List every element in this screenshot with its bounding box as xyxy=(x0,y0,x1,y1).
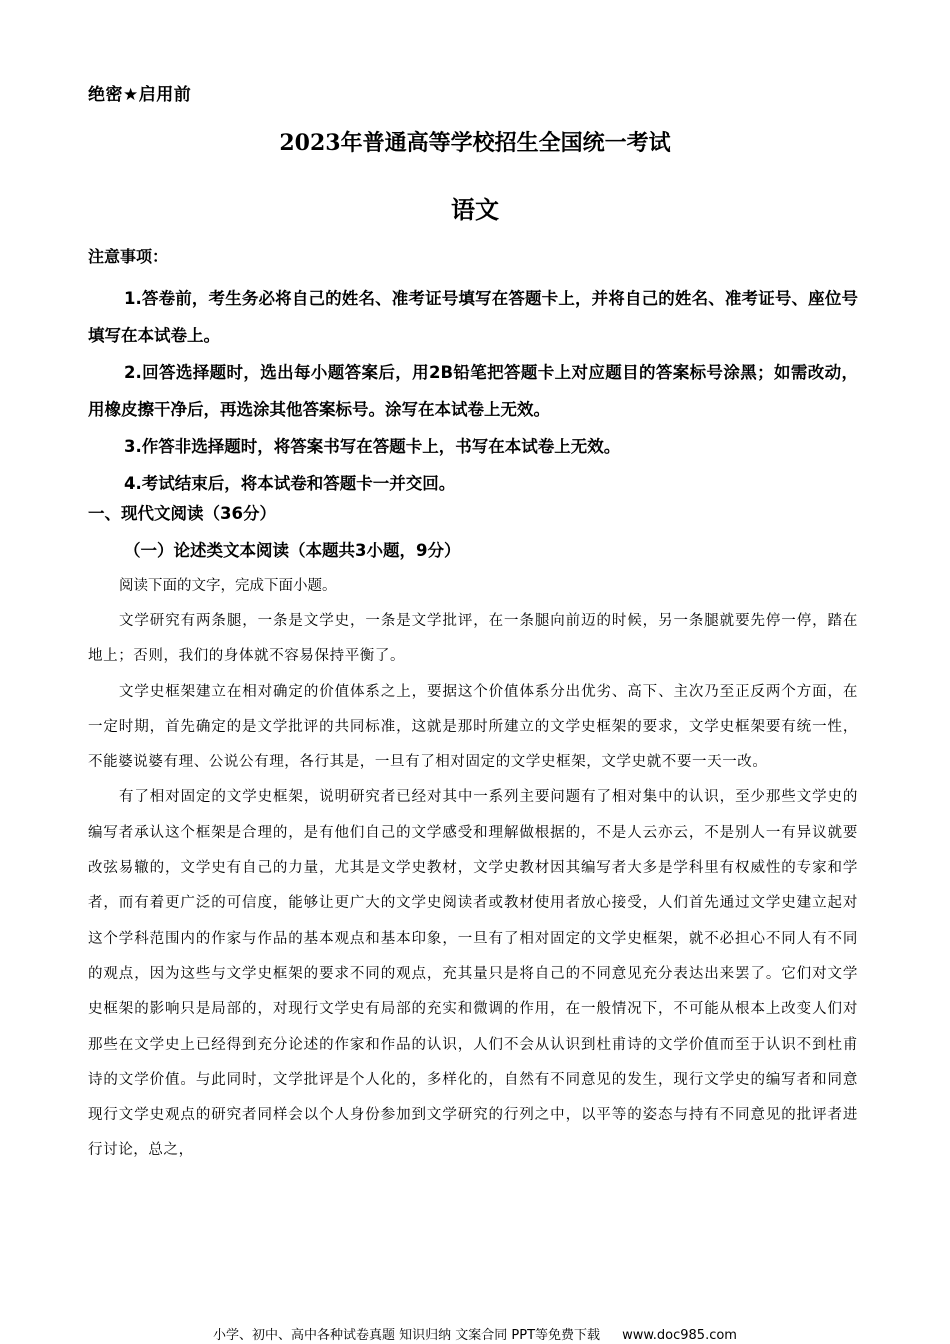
notice-list xyxy=(88,280,858,502)
notice-item: 1.答卷前，考生务必将自己的姓名、准考证号填写在答题卡上，并将自己的姓名、准考证号、座位号填写在本试卷上。 xyxy=(88,289,858,345)
reading-instruction: 阅读下面的文字，完成下面小题。 xyxy=(119,578,337,594)
footer-ad-text: 小学、初中、高中各种试卷真题 知识归纳 文案合同 PPT等免费下载 xyxy=(213,1328,601,1343)
page-footer xyxy=(0,1324,950,1343)
section-heading: 一、现代文阅读（36分） xyxy=(88,504,276,523)
subsection-heading: （一）论述类文本阅读（本题共3小题，9分） xyxy=(124,541,461,560)
passage-paragraph: 有了相对固定的文学史框架，说明研究者已经对其中一系列主要问题有了相对集中的认识，至少那些文学史的编写者承认这个框架是合理的，是有他们自己的文学感受和理解做根据的，不是人云亦云，不是别人一有异议就要改弦易辙的，文学史有自己的力量，尤其是文学史教材，文学史教材因其编写者大多是学科里有权威性的专家和学者，而有着更广泛的可信度，能够让更广大的文学史阅读者或教材使用者放心接受，人们首先通过文学史建立起对这个学科范围内的作家与作品的基本观点和基本印象，一旦有了相对固定的文学史框架，就不必担心不同人有不同的观点，因为这些与文学史框架的要求不同的观点，充其量只是将自己的不同意见充分表达出来罢了。它们对文学史框架的影响只是局部的，对现行文学史有局部的充实和微调的作用，在一般情况下，不可能从根本上改变人们对那些在文学史上已经得到充分论述的作家和作品的认识，人们不会从认识到杜甫诗的文学价值而至于认识不到杜甫诗的文学价值。与此同时，文学批评是个人化的，多样化的，自然有不同意见的发生，现行文学史的编写者和同意现行文学史观点的研究者同样会以个人身份参加到文学研究的行列之中，以平等的姿态与持有不同意见的批评者进行讨论，总之， xyxy=(88,789,858,1159)
reading-passage xyxy=(88,604,858,1169)
confidential-mark: 绝密★启用前 xyxy=(88,85,192,105)
subject-title: 语文 xyxy=(451,195,499,224)
exam-title: 2023年普通高等学校招生全国统一考试 xyxy=(279,130,671,156)
passage-paragraph: 文学研究有两条腿，一条是文学史，一条是文学批评，在一条腿向前迈的时候，另一条腿就要先停一停，踏在地上；否则，我们的身体就不容易保持平衡了。 xyxy=(88,613,858,665)
notice-item: 3.作答非选择题时，将答案书写在答题卡上，书写在本试卷上无效。 xyxy=(124,437,621,456)
passage-paragraph: 文学史框架建立在相对确定的价值体系之上，要据这个价值体系分出优劣、高下、主次乃至正反两个方面，在一定时期，首先确定的是文学批评的共同标准，这就是那时所建立的文学史框架的要求，文学史框架要有统一性，不能婆说婆有理、公说公有理，各行其是，一旦有了相对固定的文学史框架，文学史就不要一天一改。 xyxy=(88,683,858,771)
footer-url[interactable]: www.doc985.com xyxy=(622,1328,737,1343)
notice-heading: 注意事项： xyxy=(88,247,169,266)
notice-item: 2.回答选择题时，选出每小题答案后，用2B铅笔把答题卡上对应题目的答案标号涂黑；如需改动，用橡皮擦干净后，再选涂其他答案标号。涂写在本试卷上无效。 xyxy=(88,363,858,419)
notice-item: 4.考试结束后，将本试卷和答题卡一并交回。 xyxy=(124,474,456,493)
